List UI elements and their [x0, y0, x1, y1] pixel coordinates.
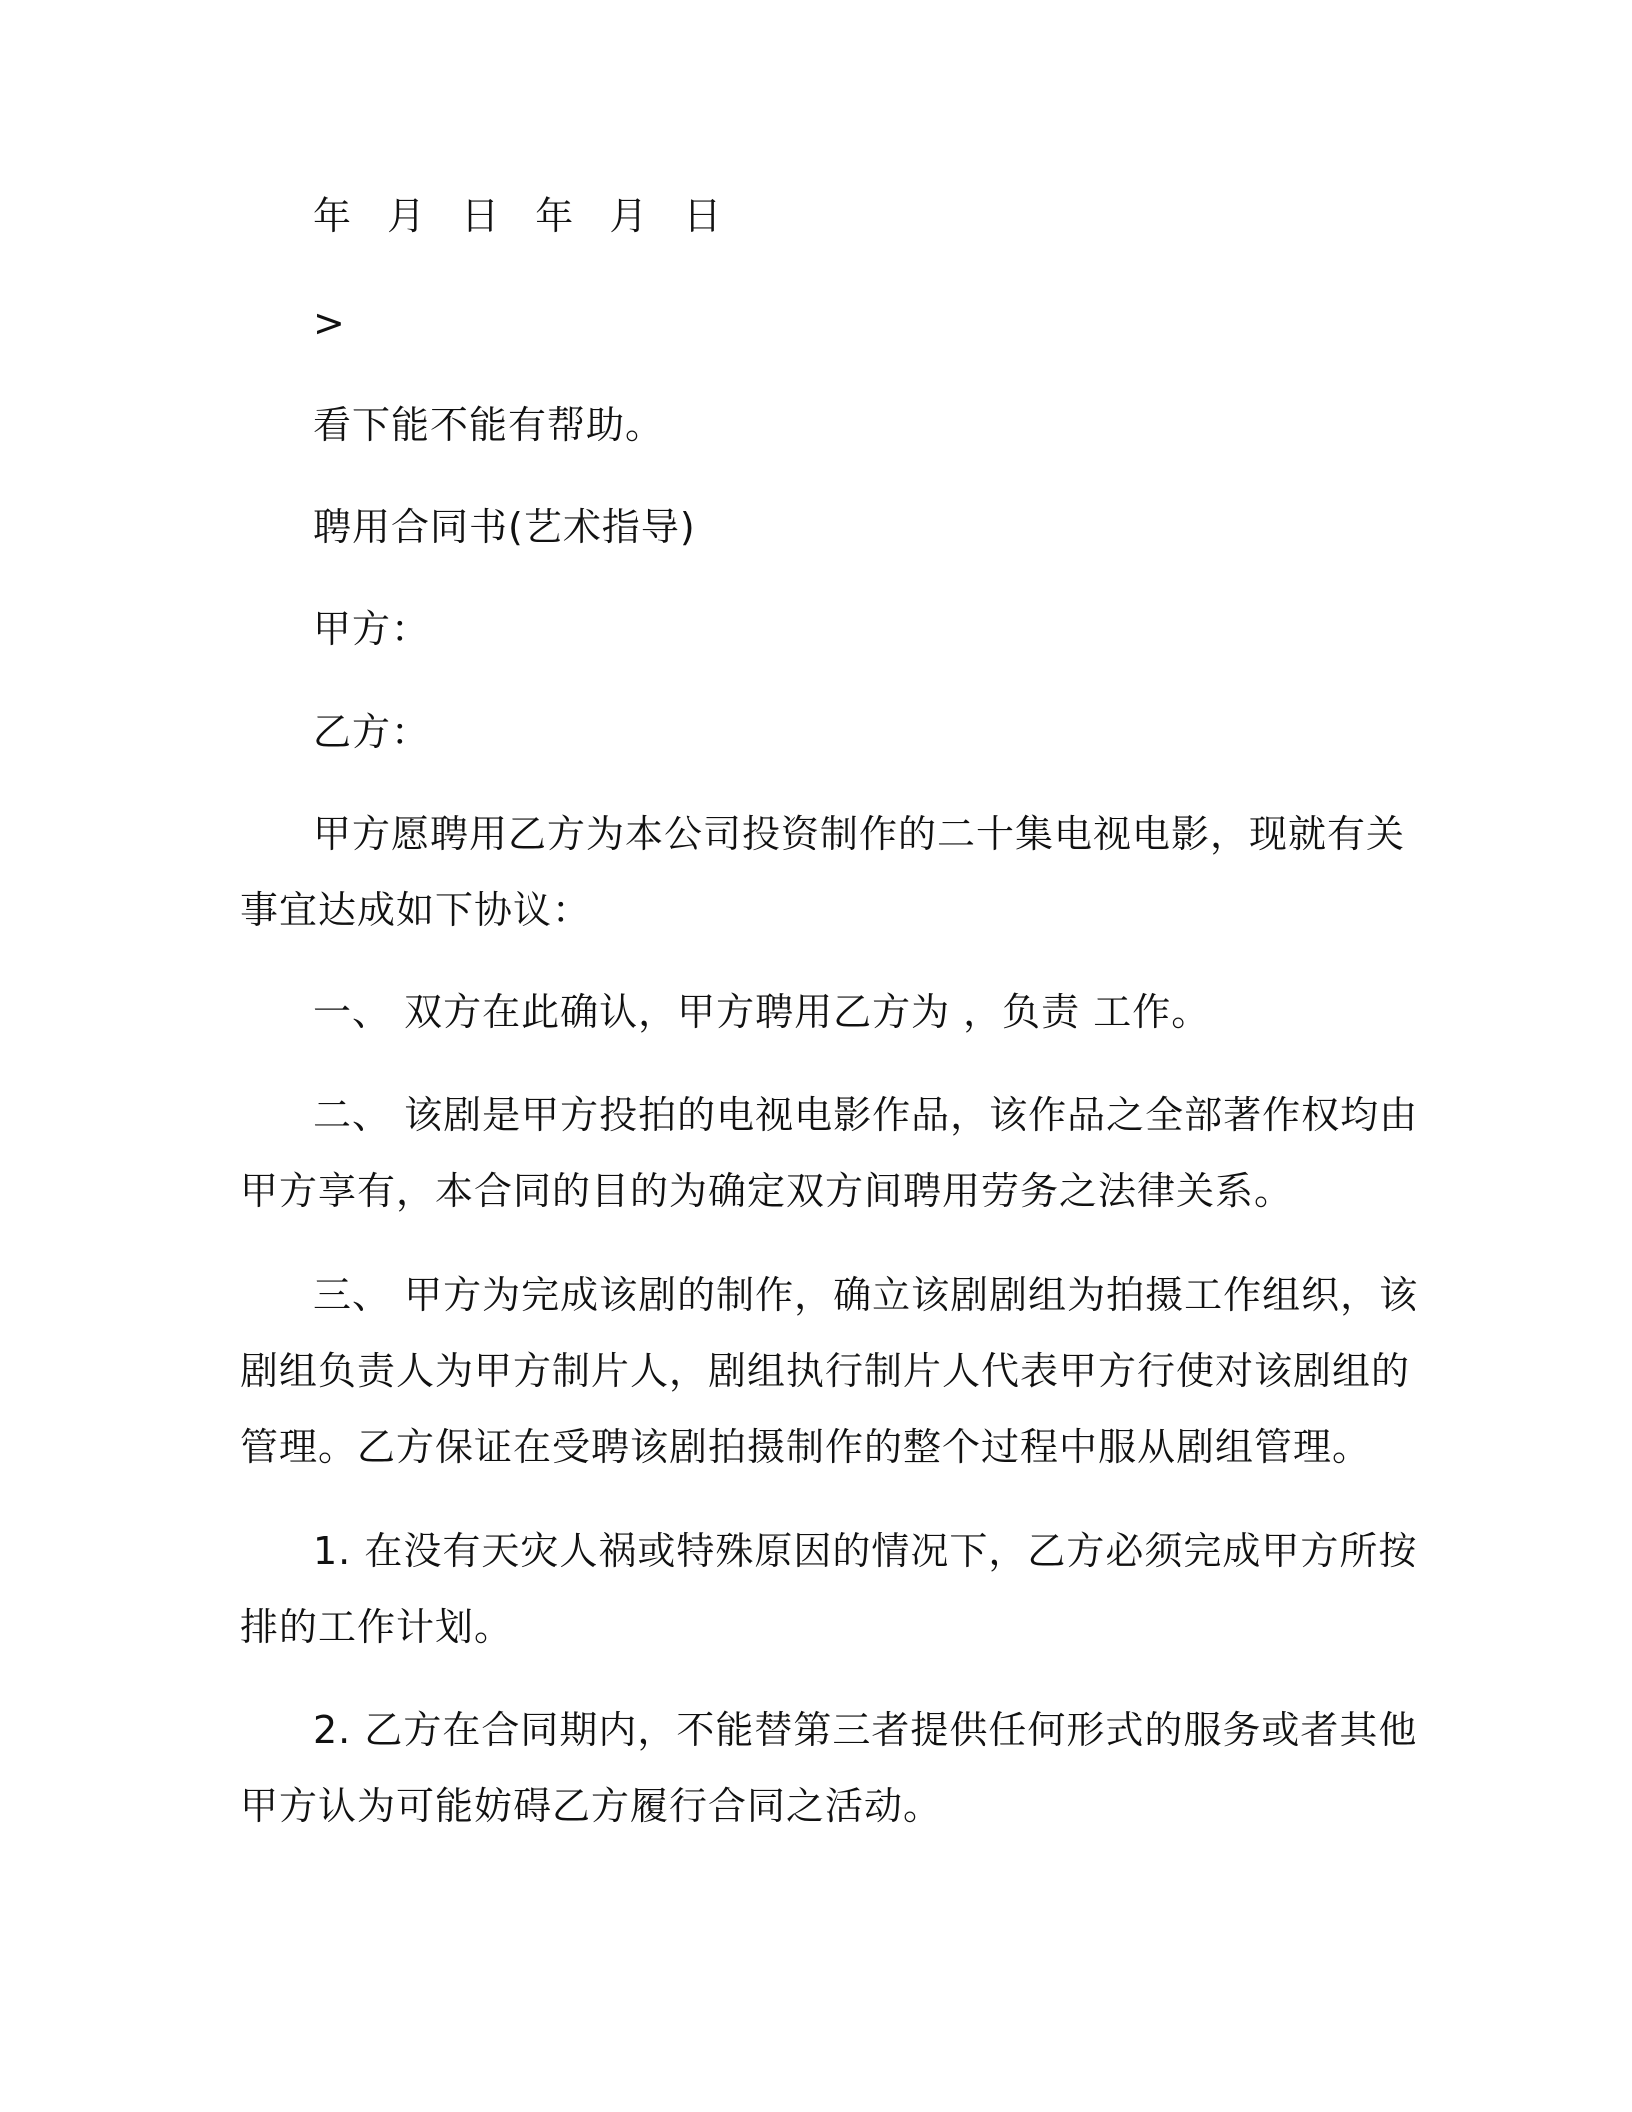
clause-3-line: 剧组负责人为甲方制片人，剧组执行制片人代表甲方行使对该剧组的: [240, 1349, 1411, 1393]
contract-title: 聘用合同书(艺术指导): [313, 505, 696, 549]
intro-paragraph-line: 事宜达成如下协议：: [240, 888, 592, 932]
clause-1-line: 一、 双方在此确认，甲方聘用乙方为 ，负责 工作。: [313, 990, 1211, 1034]
clause-3-line: 三、 甲方为完成该剧的制作，确立该剧剧组为拍摄工作组织，该: [313, 1273, 1419, 1317]
item-1-line: 1. 在没有天灾人祸或特殊原因的情况下，乙方必须完成甲方所按: [313, 1529, 1418, 1573]
arrow-symbol: >: [313, 301, 346, 345]
item-2-line: 2. 乙方在合同期内，不能替第三者提供任何形式的服务或者其他: [313, 1708, 1418, 1752]
clause-2-line: 甲方享有，本合同的目的为确定双方间聘用劳务之法律关系。: [240, 1169, 1294, 1213]
party-b-label: 乙方：: [313, 710, 431, 754]
party-a-label: 甲方：: [313, 607, 431, 651]
item-1-line: 排的工作计划。: [240, 1605, 514, 1649]
help-note: 看下能不能有帮助。: [313, 403, 665, 447]
intro-paragraph-line: 甲方愿聘用乙方为本公司投资制作的二十集电视电影，现就有关: [313, 812, 1406, 856]
clause-3-line: 管理。乙方保证在受聘该剧拍摄制作的整个过程中服从剧组管理。: [240, 1425, 1372, 1469]
item-2-line: 甲方认为可能妨碍乙方履行合同之活动。: [240, 1784, 943, 1828]
date-line: 年 月 日 年 月 日: [313, 194, 734, 238]
clause-2-line: 二、 该剧是甲方投拍的电视电影作品，该作品之全部著作权均由: [313, 1093, 1419, 1137]
